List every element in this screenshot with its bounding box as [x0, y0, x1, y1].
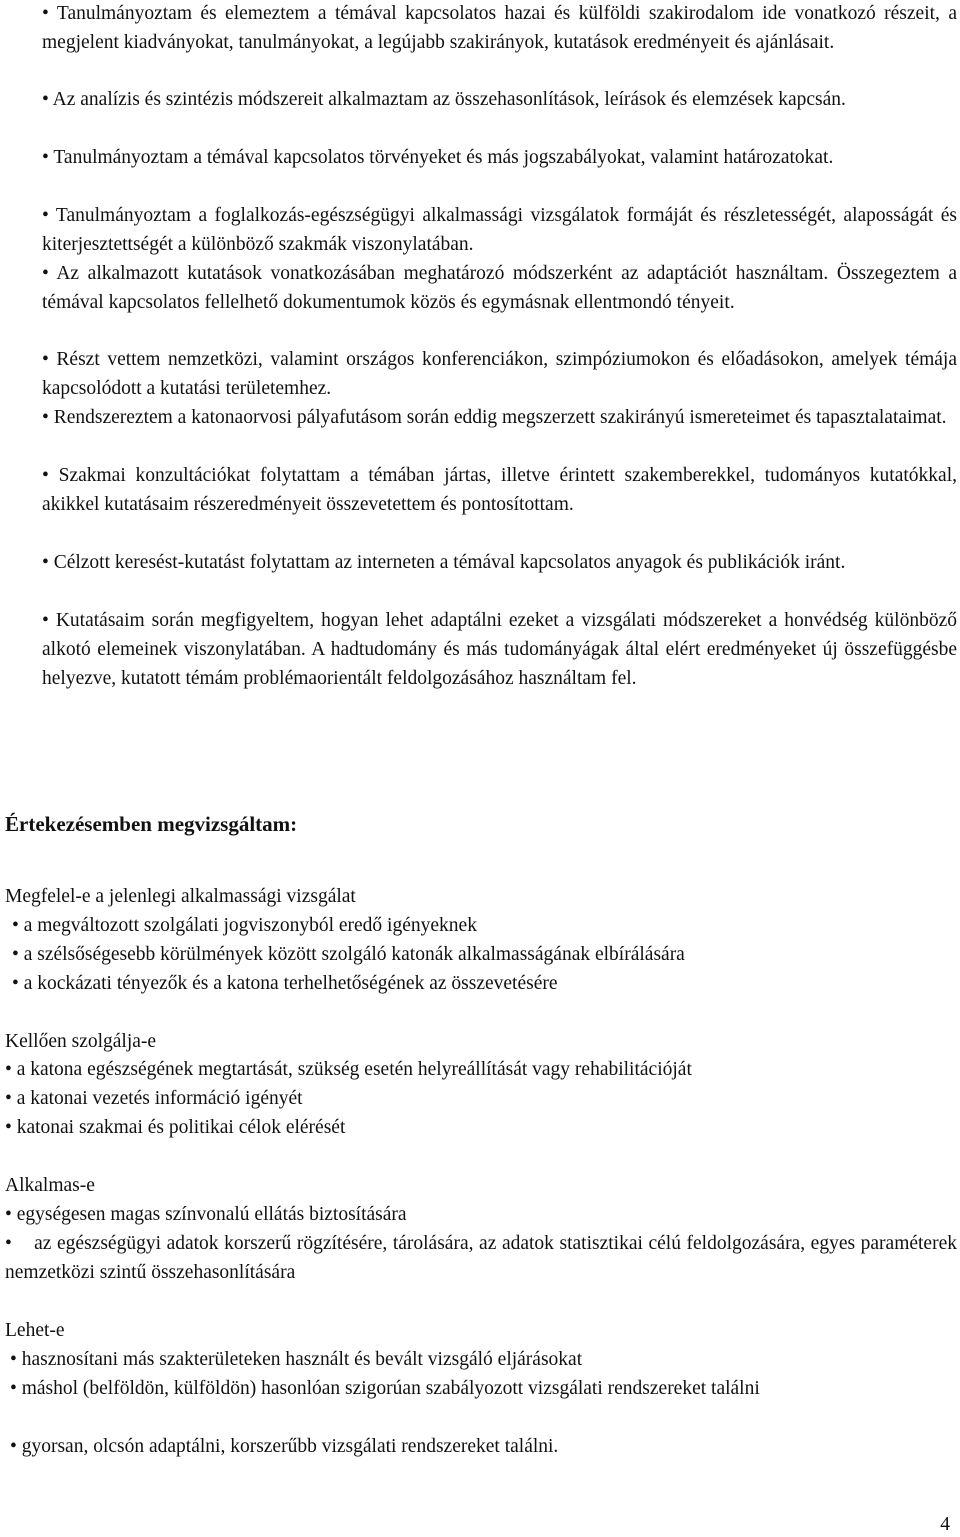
intro-bullet-text: Tanulmányoztam és elemeztem a témával kapcsolatos hazai és külföldi szakirodalom ide vonatkozó részeit, a megjelent kiadványokat, tanulmányokat, a legújabb szakirányok, kutatások eredményeit és ajánlásait.: [42, 3, 957, 53]
group-item: [5, 1200, 957, 1229]
group-item: [12, 911, 960, 940]
intro-bullet-text: Részt vettem nemzetközi, valamint országos konferenciákon, szimpóziumokon és előadásokon, amelyek témája kapcsolódott a kutatási területemhez.: [42, 349, 957, 399]
group-item-text: egységesen magas színvonalú ellátás biztosítására: [16, 1204, 407, 1225]
bullet: •: [42, 349, 49, 370]
bullet: •: [5, 1059, 12, 1080]
bullet: •: [42, 407, 49, 428]
intro-bullet-text: Az analízis és szintézis módszereit alkalmaztam az összehasonlítások, leírások és elemzések kapcsán.: [52, 89, 846, 110]
intro-bullet-text: Célzott keresést-kutatást folytattam az interneten a témával kapcsolatos anyagok és publikációk iránt.: [53, 552, 846, 573]
group-label: Kellően szolgálja-e: [5, 1031, 157, 1052]
group-item-text: a katonai vezetés információ igényét: [16, 1088, 303, 1109]
bullet: •: [42, 465, 49, 486]
bullet: •: [42, 610, 49, 631]
bullet: •: [12, 944, 19, 965]
bullet: •: [10, 1436, 17, 1457]
intro-bullet-text: Rendszereztem a katonaorvosi pályafutásom során eddig megszerzett szakirányú ismereteimet és tapasztalataimat.: [53, 407, 947, 428]
intro-bullet-text: Tanulmányoztam a foglalkozás-egészségügyi alkalmassági vizsgálatok formáját és részletességét, alaposságát és kiterjesztettségét a különböző szakmák viszonylatában.: [42, 205, 957, 255]
bullet: •: [42, 147, 49, 168]
intro-bullet: [42, 259, 957, 317]
group-item: [5, 1374, 957, 1403]
group-item: [5, 1229, 957, 1287]
bullet: •: [5, 1233, 12, 1254]
intro-bullet: [42, 461, 957, 519]
group-item-text: katonai szakmai és politikai célok elérését: [16, 1117, 346, 1138]
bullet: •: [10, 1349, 17, 1370]
group-item-text: a katona egészségének megtartását, szükség esetén helyreállítását vagy rehabilitációját: [16, 1059, 692, 1080]
group-item-text: hasznosítani más szakterületeken használt és bevált vizsgáló eljárásokat: [21, 1349, 583, 1370]
group-item: [10, 1345, 960, 1374]
group-item: [5, 1055, 957, 1084]
bullet: •: [42, 3, 49, 24]
bullet: •: [12, 915, 19, 936]
intro-bullet: [42, 201, 957, 259]
bullet: •: [42, 205, 49, 226]
page-number: 4: [940, 1514, 950, 1535]
intro-bullet-text: Szakmai konzultációkat folytattam a témában jártas, illetve érintett szakemberekkel, tudományos kutatókkal, akikkel kutatásaim részeredményeit összevetettem és pontosítottam.: [42, 465, 957, 515]
intro-bullet: [42, 143, 957, 172]
intro-bullet: [42, 403, 957, 432]
intro-bullet: [42, 606, 957, 693]
bullet: •: [10, 1378, 17, 1399]
group-item: [5, 1084, 957, 1113]
section-heading: Értekezésemben megvizsgáltam:: [5, 812, 298, 836]
group-label: Megfelel-e a jelenlegi alkalmassági vizsgálat: [5, 886, 356, 907]
intro-bullet-text: Az alkalmazott kutatások vonatkozásában meghatározó módszerként az adaptációt használtam. Összegeztem a témával kapcsolatos fellelhető dokumentumok közös és egymásnak ellentmondó tényeit.: [42, 263, 957, 313]
group-item: [12, 969, 960, 998]
group-item: [10, 1432, 960, 1461]
bullet: •: [12, 973, 19, 994]
bullet: •: [42, 263, 49, 284]
intro-bullet: [42, 0, 957, 57]
group-item-text: gyorsan, olcsón adaptálni, korszerűbb vizsgálati rendszereket találni.: [21, 1436, 559, 1457]
bullet: •: [5, 1088, 12, 1109]
intro-bullet-text: Tanulmányoztam a témával kapcsolatos törvényeket és más jogszabályokat, valamint határozatokat.: [53, 147, 834, 168]
group-item-text: a kockázati tényezők és a katona terhelhetőségének az összevetésére: [23, 973, 558, 994]
intro-bullet: [42, 85, 957, 114]
intro-bullet: [42, 548, 957, 577]
group-item-text: máshol (belföldön, külföldön) hasonlóan szigorúan szabályozott vizsgálati rendszereket találni: [21, 1378, 760, 1399]
bullet: •: [5, 1117, 12, 1138]
bullet: •: [42, 552, 49, 573]
group-item: [5, 1113, 957, 1142]
group-label: Alkalmas-e: [5, 1175, 95, 1196]
group-item-text: az egészségügyi adatok korszerű rögzítésére, tárolására, az adatok statisztikai célú feldolgozására, egyes paraméterek nemzetközi szintű összehasonlítására: [5, 1233, 957, 1283]
bullet: •: [5, 1204, 12, 1225]
intro-bullet-text: Kutatásaim során megfigyeltem, hogyan lehet adaptálni ezeket a vizsgálati módszereket a honvédség különböző alkotó elemeinek viszonylatában. A hadtudomány és más tudományágak által elért eredményeket új összefüggésbe helyezve, kutatott témám problémaorientált feldolgozásához használtam fel.: [42, 610, 957, 689]
group-label: Lehet-e: [5, 1320, 65, 1341]
intro-bullet: [42, 345, 957, 403]
group-item-text: a megváltozott szolgálati jogviszonyból eredő igényeknek: [23, 915, 477, 936]
group-item: [12, 940, 960, 969]
group-item-text: a szélsőségesebb körülmények között szolgáló katonák alkalmasságának elbírálására: [23, 944, 685, 965]
bullet: •: [42, 89, 49, 110]
